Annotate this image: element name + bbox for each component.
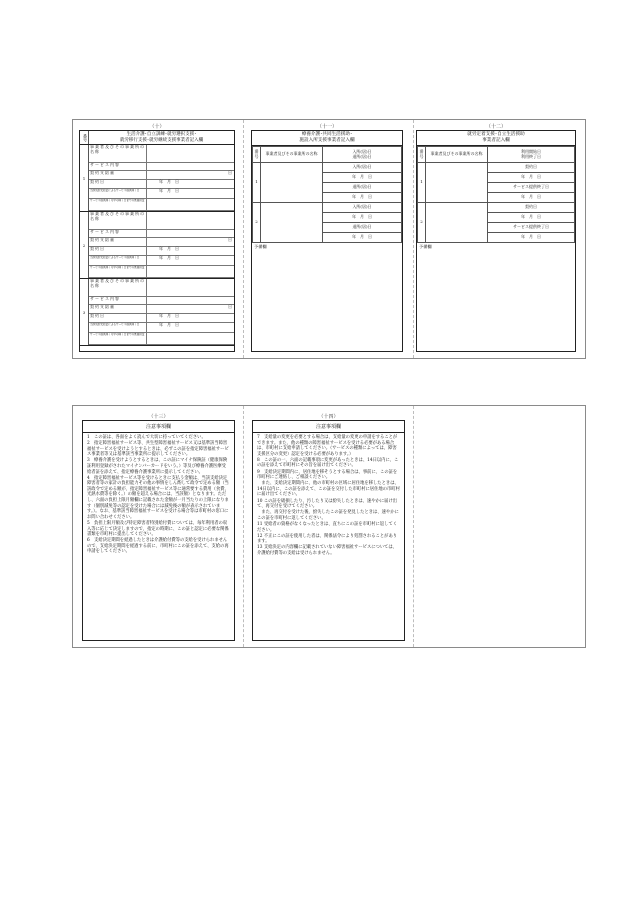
field-label: サービス提供終了月中の終了日までの既提供量 [89,333,147,344]
provider-block [80,279,234,346]
panel-number: （十） [149,124,165,130]
field-value: 年 月 日 [159,179,179,185]
fold-line [413,406,414,647]
field-label: サービス内容 [89,163,147,171]
remarks-label: 予備欄 [419,244,432,249]
panel-box [82,420,235,641]
field-row [89,163,234,172]
field-row [89,323,234,333]
date-cell: 年 月 日 [323,173,402,183]
field-row [89,230,234,239]
column-number-header: 番号 [80,131,89,144]
note-paragraph: 11 受給者の資格がなくなったときは、直ちにこの証を市町村に返してください。 [257,521,398,533]
field-value [147,266,234,277]
start-header: 利用開始日 [521,148,541,154]
field-label: 当該契約支給量によるサービス提供終了日 [89,189,147,198]
field-value: 日 [228,170,232,176]
note-paragraph: また、支給決定期間内に、他の市町村の区域に居住地を移したときは、14日以内に、この証を添えて、この証を交付した市町村に居住地の市町村に届け出てください。 [257,481,400,498]
field-row [89,279,234,297]
row-number: 2 [418,203,426,243]
field-value [147,279,234,296]
panel-title-line: 施設入所支援事業者記入欄 [299,138,355,143]
panel-fourteen [252,414,405,641]
remarks-label: 予備欄 [254,244,267,249]
fold-line [243,120,244,358]
row-number: 1 [418,163,426,203]
panel-box [416,130,576,352]
field-label: 契約支給量 [89,171,147,179]
column-number-header: 番号 [418,147,426,163]
service-end-label: サービス提供終了日 [488,183,575,193]
panel-ten [79,124,235,352]
name-cell [261,163,323,203]
note-paragraph: 12 不正にこの証を使用した者は、関係法令により処罰されることがあります。 [257,533,398,545]
residence-table [252,146,402,243]
panel-title-line: 療養介護･共同生活援助･ [301,132,353,137]
field-row [89,266,234,278]
notes-title: 注意事項欄 [83,421,234,433]
field-row [89,189,234,199]
notes-title: 注意事項欄 [253,421,404,433]
note-paragraph: 1 この証は、各面をよく読んで大切に持っていてください。 [87,435,206,440]
panel-twelve [416,124,576,352]
name-cell [426,163,488,203]
panel-number: （十二） [485,124,506,130]
row-number: 1 [253,163,261,203]
field-label: 当該契約支給量によるサービス提供終了日 [89,323,147,332]
field-value: 日 [228,237,232,243]
service-end-label: サービス提供終了日 [488,223,575,233]
field-value [147,212,234,229]
column-number-header: 番号 [253,147,261,163]
field-label: 当該契約支給量によるサービス提供終了日 [89,256,147,265]
field-value: 日 [228,304,232,310]
field-value [147,333,234,344]
panel-title [417,131,575,146]
notes-body [83,433,234,557]
field-label: 契約支給量 [89,305,147,313]
field-value [147,297,234,305]
row-number: 2 [80,212,89,278]
contract-label: 契約日 [488,163,575,173]
notes-body [253,433,404,559]
name-cell [261,203,323,243]
row-number: 3 [80,279,89,345]
leave-header: 退所(居)日 [352,153,372,159]
date-cell: 年 月 日 [488,213,575,223]
contract-label: 契約日 [488,203,575,213]
field-row [89,212,234,230]
panel-title [252,131,402,146]
name-cell [426,203,488,243]
panel-title-line: 就労定着支援･自立生活援助 [467,132,525,137]
sheet-lower [72,405,586,648]
panel-title-line: 生活介護･自立訓練･就労選択支援･ [126,132,197,137]
field-label: 契約日 [89,247,147,255]
field-label: サービス提供終了月中の終了日までの既提供量 [89,199,147,210]
field-label: 事業者及びその事業所の名称 [89,212,147,229]
date-cell: 年 月 日 [488,193,575,203]
panel-box [79,130,235,352]
admit-label: 入所(居)日 [323,163,402,173]
field-label: サービス内容 [89,297,147,305]
panel-box [252,420,405,641]
note-paragraph: 3 療養介護を受けようとするときは、この証にマイナ保険証（健康保険証利用登録がされたマイナンバーカードをいう。）等及び療養介護医療受給者証を添えて、指定療養介護事業所に提示してください。 [87,458,228,475]
row-number: 1 [80,145,89,211]
leave-label: 退所(居)日 [323,183,402,193]
note-paragraph: 8 この証の一、六面の記載事項に変更があったときは、14日以内に、この証を添えて市町村にその旨を届け出てください。 [257,457,399,469]
field-label: 契約日 [89,180,147,188]
note-paragraph: また、再交付を受けた後、紛失したこの証を発見したときは、速やかにこの証を市町村に返してください。 [257,510,399,521]
field-row [89,333,234,345]
date-cell: 年 月 日 [323,193,402,203]
field-label: サービス内容 [89,230,147,238]
provider-block [80,145,234,212]
field-value [147,145,234,162]
field-row [89,199,234,211]
panel-thirteen [82,414,235,641]
sheet-upper [72,119,586,359]
field-label: 契約日 [89,314,147,322]
field-row [89,256,234,266]
panel-title-line: 事業者記入欄 [482,138,510,143]
panel-title-line: 就労移行支援･就労継続支援事業者記入欄 [119,137,204,143]
note-paragraph: 7 支給量の変更を必要とする場合は、支給量の変更の申請をすることができます。また、他の種類の障害福祉サービスを受ける必要がある場合は、市町村に支給申請してください。（サービスの種類によっては、障害支援区分の変更）認定を受ける必要があります。） [257,435,398,457]
field-value: 年 月 日 [159,313,179,319]
field-value: 年 月 日 [159,254,179,260]
field-value [147,199,234,210]
note-paragraph: 5 負担上限月額及び特定障害者特別給付費については、毎年利用者の収入等に応じて決定しますので、指定の時期に、この証と認定に必要な関係書類を市町村に提出してください。 [87,520,229,538]
field-value: 年 月 日 [159,246,179,252]
admit-label: 入所(居)日 [323,203,402,213]
note-paragraph: 13 支給決定の内容欄に記載されていない障害福祉サービスについては、介護給付費等の支給は受けられません。 [257,545,397,556]
note-paragraph: 6 支給決定期間を経過したときは介護給付費等の支給を受けられませんので、支給決定期間を経過する前に、市町村にこの証を添えて、支給の再申請をしてください。 [87,538,229,555]
panel-number: （十一） [316,124,337,130]
panel-eleven [251,124,403,352]
field-row [89,145,234,163]
panel-box [251,130,403,352]
row-number: 2 [253,203,261,243]
field-row [89,297,234,306]
note-paragraph: 4 指定障害福祉サービス等を受けるときに支払う金額は、当該支給決定障害者等の家計の負担能力その他の事情をしん酌して政令で定める額（当該政令で定める額が、指定障害福祉サービス等に通常要する費用（食費、光熱水費等を除く。）の額を超える場合には、当該額）となります。ただし、六面の負担上限月額欄に記載された金額が一月当たりの上限になります（個別減免等の認定を受けた場合には減免後の額が表示されています。）。なお、基準該当障害福祉サービスを受ける場合等は市町村の窓口にお問い合わせください。 [87,475,229,520]
field-label: サービス提供終了月中の終了日までの既提供量 [89,266,147,277]
date-cell: 年 月 日 [323,233,402,243]
date-cell: 年 月 日 [323,213,402,223]
field-value [147,230,234,238]
field-value [147,163,234,171]
date-cell: 年 月 日 [488,233,575,243]
admit-header: 入所(居)日 [352,148,372,154]
fold-line [413,120,414,358]
date-cell: 年 月 日 [488,173,575,183]
note-paragraph: 10 この証を破損したり、汚したり又は紛失したときは、速やかに届け出て、再交付を受けてください。 [257,498,398,510]
panel-number: （十四） [318,414,339,420]
column-name-header: 事業者及びその事業所の名称 [261,147,323,163]
field-label: 事業者及びその事業所の名称 [89,279,147,296]
note-paragraph: 2 指定障害福祉サービス等、共生型障害福祉サービス又は基準該当障害福祉サービスを受けようとするときは、必ずこの証を指定障害福祉サービス事業者等又は基準該当事業所に提示してください。 [87,441,229,458]
panel-number: （十三） [148,414,169,420]
column-name-header: 事業者及びその事業所の名称 [426,147,488,163]
leave-label: 退所(居)日 [323,223,402,233]
end-header: 利用終了日 [521,153,541,159]
note-paragraph: 9 支給決定期間内に、居住地を移そうとする場合は、事前に、この証を市町村にご連絡し、ご相談ください。 [257,469,398,481]
field-value: 年 月 日 [159,321,179,327]
fold-line [243,406,244,647]
field-value: 年 月 日 [159,187,179,193]
field-label: 契約支給量 [89,238,147,246]
field-label: 事業者及びその事業所の名称 [89,145,147,162]
provider-block [80,212,234,279]
provider-rows [80,145,234,346]
settlement-table [417,146,575,243]
